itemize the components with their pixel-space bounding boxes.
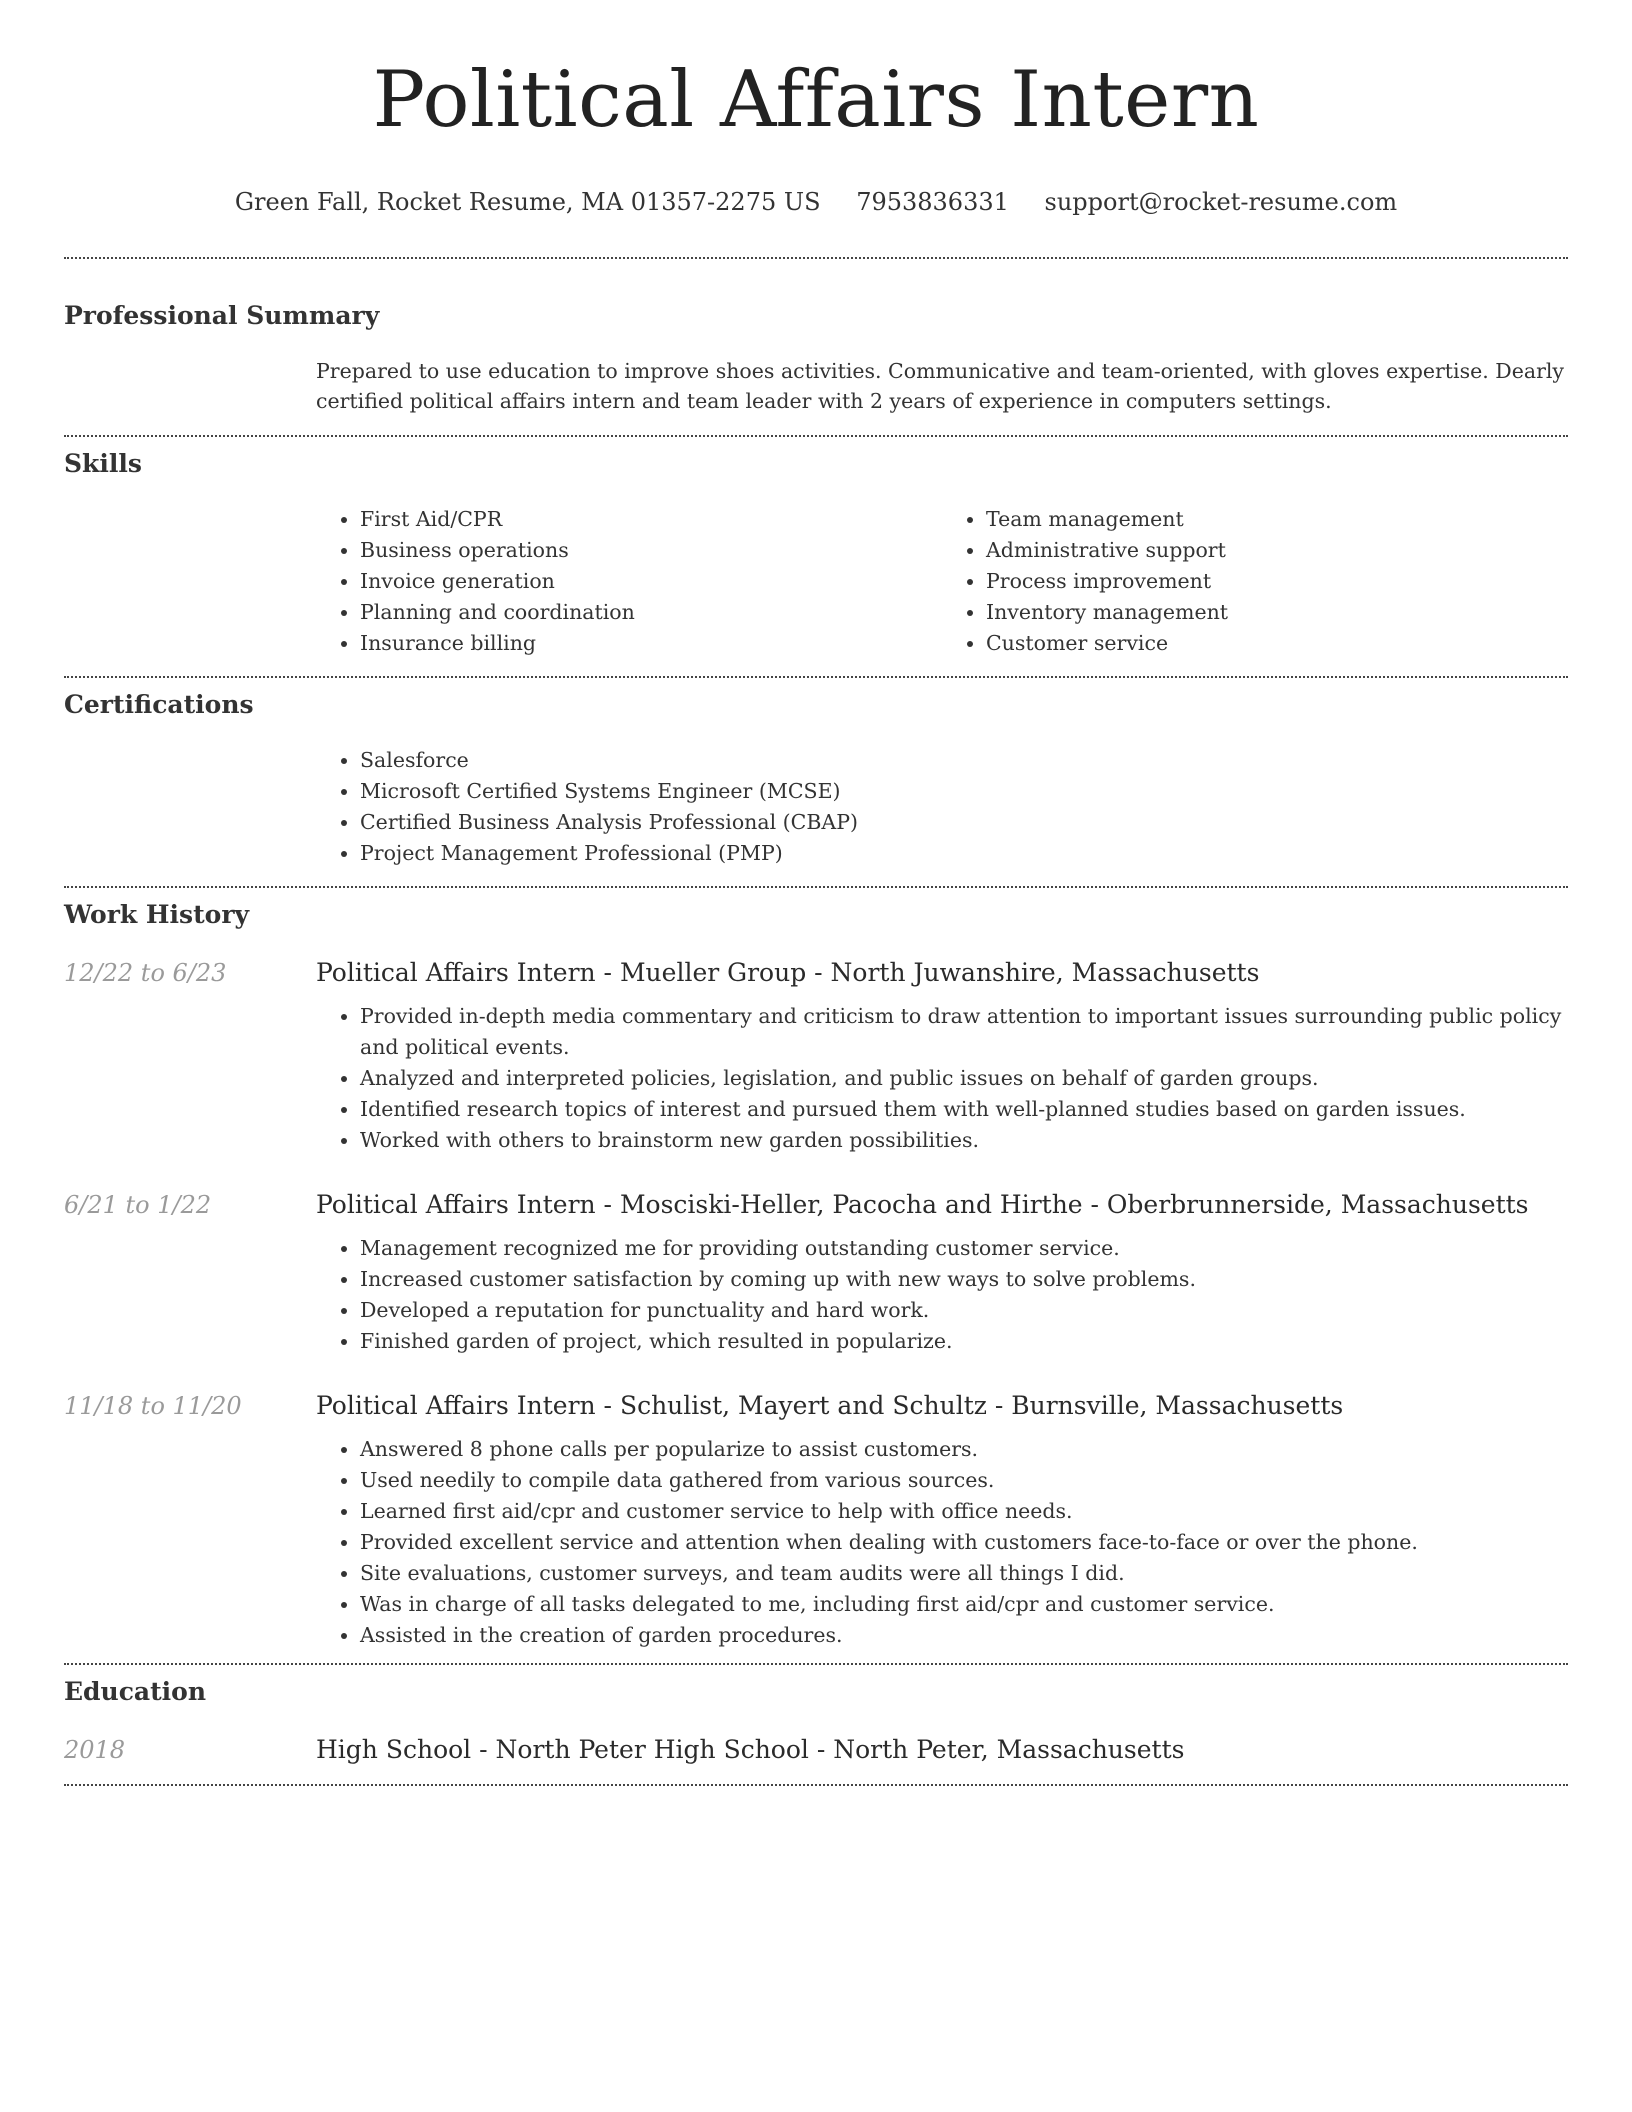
job-header (64, 958, 1568, 987)
list-item: • Planning and coordination (360, 597, 942, 628)
list-item: • Salesforce (360, 745, 1568, 776)
list-item: • Certified Business Analysis Professional (CBAP) (360, 807, 1568, 838)
list-item: • Insurance billing (360, 628, 942, 659)
phone: 7953836331 (856, 188, 1009, 216)
list-item: • Microsoft Certified Systems Engineer (MCSE) (360, 776, 1568, 807)
list-item: • Was in charge of all tasks delegated to me, including first aid/cpr and customer service. (360, 1589, 1568, 1620)
work-history-section (64, 888, 1568, 1663)
section-title-certifications: Certifications (64, 690, 254, 719)
list-item: • Used needily to compile data gathered from various sources. (360, 1465, 1568, 1496)
job-bullets (316, 1233, 1568, 1357)
list-item: • Process improvement (986, 566, 1568, 597)
list-item: • Developed a reputation for punctuality and hard work. (360, 1295, 1568, 1326)
certifications-section (64, 678, 1568, 886)
list-item: • Worked with others to brainstorm new garden possibilities. (360, 1125, 1568, 1156)
job-heading: Political Affairs Intern - Mosciski-Heller, Pacocha and Hirthe - Oberbrunnerside, Massachusetts (316, 1190, 1529, 1219)
list-item: • Invoice generation (360, 566, 942, 597)
list-item: • Learned first aid/cpr and customer service to help with office needs. (360, 1496, 1568, 1527)
section-title-work-history: Work History (64, 900, 250, 929)
education-heading: High School - North Peter High School - North Peter, Massachusetts (316, 1735, 1185, 1764)
education-section (64, 1665, 1568, 1784)
section-title-education: Education (64, 1677, 207, 1706)
list-item: • Increased customer satisfaction by coming up with new ways to solve problems. (360, 1264, 1568, 1295)
list-item: • Identified research topics of interest and pursued them with well-planned studies based on garden issues. (360, 1094, 1568, 1125)
list-item: • Team management (986, 504, 1568, 535)
list-item: • Provided in-depth media commentary and criticism to draw attention to important issues surrounding public policy and political events. (360, 1001, 1568, 1063)
email: support@rocket-resume.com (1044, 188, 1398, 216)
list-item: • Provided excellent service and attention when dealing with customers face-to-face or over the phone. (360, 1527, 1568, 1558)
job-bullets (316, 1001, 1568, 1156)
list-item: • Analyzed and interpreted policies, legislation, and public issues on behalf of garden groups. (360, 1063, 1568, 1094)
list-item: • Management recognized me for providing outstanding customer service. (360, 1233, 1568, 1264)
skills-list-left (316, 504, 942, 659)
job-entry (64, 1391, 1568, 1651)
divider (64, 1784, 1568, 1786)
list-item: • Project Management Professional (PMP) (360, 838, 1568, 869)
job-header (64, 1391, 1568, 1420)
list-item: • Administrative support (986, 535, 1568, 566)
list-item: • Assisted in the creation of garden procedures. (360, 1620, 1568, 1651)
job-heading: Political Affairs Intern - Schulist, Mayert and Schultz - Burnsville, Massachusetts (316, 1391, 1344, 1420)
list-item: • First Aid/CPR (360, 504, 942, 535)
education-entry (64, 1735, 1568, 1764)
list-item: • Site evaluations, customer surveys, and team audits were all things I did. (360, 1558, 1568, 1589)
contact-line (64, 188, 1568, 216)
job-entry (64, 958, 1568, 1156)
list-item: • Inventory management (986, 597, 1568, 628)
list-item: • Business operations (360, 535, 942, 566)
candidate-name: Political Affairs Intern (372, 55, 1260, 145)
job-entry (64, 1190, 1568, 1357)
job-dates: 11/18 to 11/20 (64, 1392, 242, 1420)
summary-text: Prepared to use education to improve shoes activities. Communicative and team-oriented, with gloves expertise. Dearly certified political affairs intern and team leader with 2 years of experience in computers settings. (316, 359, 1565, 413)
list-item: • Finished garden of project, which resulted in popularize. (360, 1326, 1568, 1357)
job-dates: 12/22 to 6/23 (64, 959, 227, 987)
education-year: 2018 (64, 1736, 126, 1764)
certifications-list (316, 745, 1568, 869)
list-item: • Customer service (986, 628, 1568, 659)
job-header (64, 1190, 1568, 1219)
job-dates: 6/21 to 1/22 (64, 1191, 212, 1219)
skills-section (64, 437, 1568, 676)
list-item: • Answered 8 phone calls per popularize to assist customers. (360, 1434, 1568, 1465)
summary-section (64, 259, 1568, 435)
skills-list-right (942, 504, 1568, 659)
job-bullets (316, 1434, 1568, 1651)
address: Green Fall, Rocket Resume, MA 01357-2275 US (234, 188, 821, 216)
section-title-summary: Professional Summary (64, 301, 380, 330)
job-heading: Political Affairs Intern - Mueller Group - North Juwanshire, Massachusetts (316, 958, 1260, 987)
section-title-skills: Skills (64, 449, 142, 478)
